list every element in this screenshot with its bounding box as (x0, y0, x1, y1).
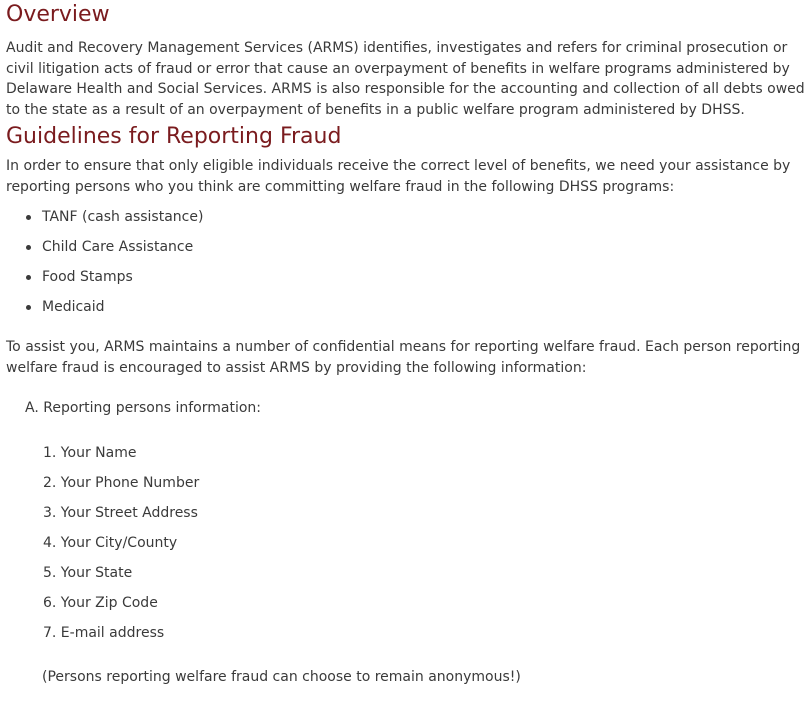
list-item (6, 237, 805, 257)
list-item: 7. E-mail address (43, 625, 165, 641)
bullet-icon (26, 215, 31, 220)
assist-paragraph: To assist you, ARMS maintains a number of confidential means for reporting welfare fraud. Each person reporting welfare fraud is encouraged to assist ARMS by providing the following information: (6, 339, 801, 376)
bullet-icon (26, 275, 31, 280)
reporting-info-list (43, 443, 805, 643)
guidelines-intro-paragraph: In order to ensure that only eligible individuals receive the correct level of benefits, we need your assistance by reporting persons who you think are committing welfare fraud in the following DHSS programs: (6, 158, 791, 195)
program-label: Food Stamps (42, 269, 133, 285)
list-item (6, 267, 805, 287)
page-content (0, 2, 811, 719)
guidelines-heading: Guidelines for Reporting Fraud (6, 124, 342, 149)
list-item: 4. Your City/County (43, 535, 178, 551)
list-item: 1. Your Name (43, 445, 137, 461)
list-item: 5. Your State (43, 565, 133, 581)
list-item: 6. Your Zip Code (43, 595, 158, 611)
list-item (6, 207, 805, 227)
anonymous-note: (Persons reporting welfare fraud can choose to remain anonymous!) (42, 669, 521, 685)
program-label: Child Care Assistance (42, 239, 194, 255)
list-item: 2. Your Phone Number (43, 475, 200, 491)
programs-list (6, 207, 805, 317)
list-item (6, 297, 805, 317)
bullet-icon (26, 245, 31, 250)
overview-paragraph: Audit and Recovery Management Services (ARMS) identifies, investigates and refers for criminal prosecution or civil litigation acts of fraud or error that cause an overpayment of benefits in welfare programs administered by Delaware Health and Social Services. ARMS is also responsible for the accounting and collection of all debts owed to the state as a result of an overpayment of benefits in a public welfare program administered by DHSS. (6, 40, 805, 118)
program-label: Medicaid (42, 299, 105, 315)
section-a-label: A. Reporting persons information: (25, 400, 261, 416)
list-item: 3. Your Street Address (43, 505, 198, 521)
overview-heading: Overview (6, 2, 110, 27)
program-label: TANF (cash assistance) (42, 209, 204, 225)
bullet-icon (26, 305, 31, 310)
